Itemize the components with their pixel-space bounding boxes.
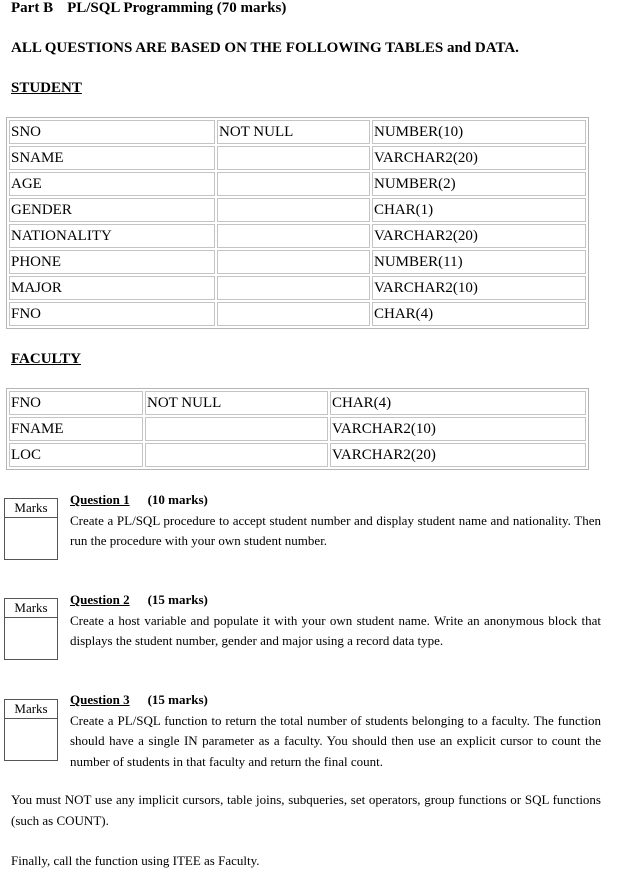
- table-row: [9, 417, 586, 441]
- table-row: [9, 198, 586, 222]
- datatype-cell: CHAR(1): [372, 198, 586, 222]
- column-name-cell: LOC: [9, 443, 143, 467]
- part-heading: PL/SQL Programming (70 marks): [67, 0, 287, 16]
- table-row: [9, 146, 586, 170]
- restriction-note: You must NOT use any implicit cursors, table joins, subqueries, set operators, group functions or SQL functions (such as COUNT).: [11, 792, 601, 828]
- table-row: [9, 302, 586, 326]
- column-name-cell: SNO: [9, 120, 215, 144]
- table-row: [9, 120, 586, 144]
- intro-heading: ALL QUESTIONS ARE BASED ON THE FOLLOWING TABLES and DATA.: [11, 40, 519, 56]
- question-1-header: [70, 490, 601, 511]
- question-3-title: Question 3: [70, 692, 130, 707]
- constraint-cell: [217, 146, 370, 170]
- student-table-title: STUDENT: [11, 80, 82, 96]
- part-label: Part B: [11, 0, 54, 16]
- question-2-header: [70, 590, 601, 611]
- marks-box-q3: [4, 699, 58, 761]
- table-row: [9, 250, 586, 274]
- datatype-cell: NUMBER(11): [372, 250, 586, 274]
- datatype-cell: VARCHAR2(20): [372, 146, 586, 170]
- column-name-cell: GENDER: [9, 198, 215, 222]
- faculty-table: [6, 388, 589, 470]
- constraint-cell: [217, 276, 370, 300]
- marks-box-q1: [4, 498, 58, 560]
- question-2-marks: (15 marks): [147, 592, 208, 607]
- question-1-text: Create a PL/SQL procedure to accept student number and display student name and nationality. Then run the procedure with your own student number.: [70, 512, 601, 548]
- faculty-table-title: FACULTY: [11, 351, 82, 367]
- marks-label: Marks: [5, 700, 57, 719]
- constraint-cell: [145, 417, 328, 441]
- column-name-cell: AGE: [9, 172, 215, 196]
- question-2: [70, 590, 601, 652]
- table-row: [9, 224, 586, 248]
- marks-label: Marks: [5, 599, 57, 618]
- question-1-title: Question 1: [70, 492, 130, 507]
- table-row: [9, 172, 586, 196]
- column-name-cell: FNO: [9, 391, 143, 415]
- column-name-cell: MAJOR: [9, 276, 215, 300]
- constraint-cell: [217, 198, 370, 222]
- constraint-cell: [145, 443, 328, 467]
- datatype-cell: NUMBER(2): [372, 172, 586, 196]
- datatype-cell: NUMBER(10): [372, 120, 586, 144]
- question-2-title: Question 2: [70, 592, 130, 607]
- column-name-cell: NATIONALITY: [9, 224, 215, 248]
- datatype-cell: CHAR(4): [330, 391, 586, 415]
- constraint-cell: [217, 302, 370, 326]
- marks-box-q2: [4, 598, 58, 660]
- question-3: [70, 690, 601, 772]
- question-3-text: Create a PL/SQL function to return the total number of students belonging to a faculty. The function should have a single IN parameter as a faculty. You should then use an explicit cursor to count the number of students in that faculty and return the final count.: [70, 712, 601, 769]
- column-name-cell: FNO: [9, 302, 215, 326]
- student-table: [6, 117, 589, 329]
- datatype-cell: VARCHAR2(20): [372, 224, 586, 248]
- table-row: [9, 443, 586, 467]
- part-title: [11, 0, 286, 17]
- column-name-cell: FNAME: [9, 417, 143, 441]
- question-3-header: [70, 690, 601, 711]
- question-3-marks: (15 marks): [147, 692, 208, 707]
- datatype-cell: VARCHAR2(10): [330, 417, 586, 441]
- constraint-cell: NOT NULL: [217, 120, 370, 144]
- table-row: [9, 276, 586, 300]
- table-row: [9, 391, 586, 415]
- question-1: [70, 490, 601, 552]
- question-2-text: Create a host variable and populate it with your own student name. Write an anonymous block that displays the student number, gender and major using a record data type.: [70, 612, 601, 648]
- constraint-cell: [217, 224, 370, 248]
- column-name-cell: SNAME: [9, 146, 215, 170]
- final-note: Finally, call the function using ITEE as Faculty.: [11, 853, 260, 868]
- datatype-cell: VARCHAR2(20): [330, 443, 586, 467]
- datatype-cell: VARCHAR2(10): [372, 276, 586, 300]
- constraint-cell: [217, 250, 370, 274]
- question-1-marks: (10 marks): [147, 492, 208, 507]
- marks-label: Marks: [5, 499, 57, 518]
- constraint-cell: [217, 172, 370, 196]
- column-name-cell: PHONE: [9, 250, 215, 274]
- constraint-cell: NOT NULL: [145, 391, 328, 415]
- datatype-cell: CHAR(4): [372, 302, 586, 326]
